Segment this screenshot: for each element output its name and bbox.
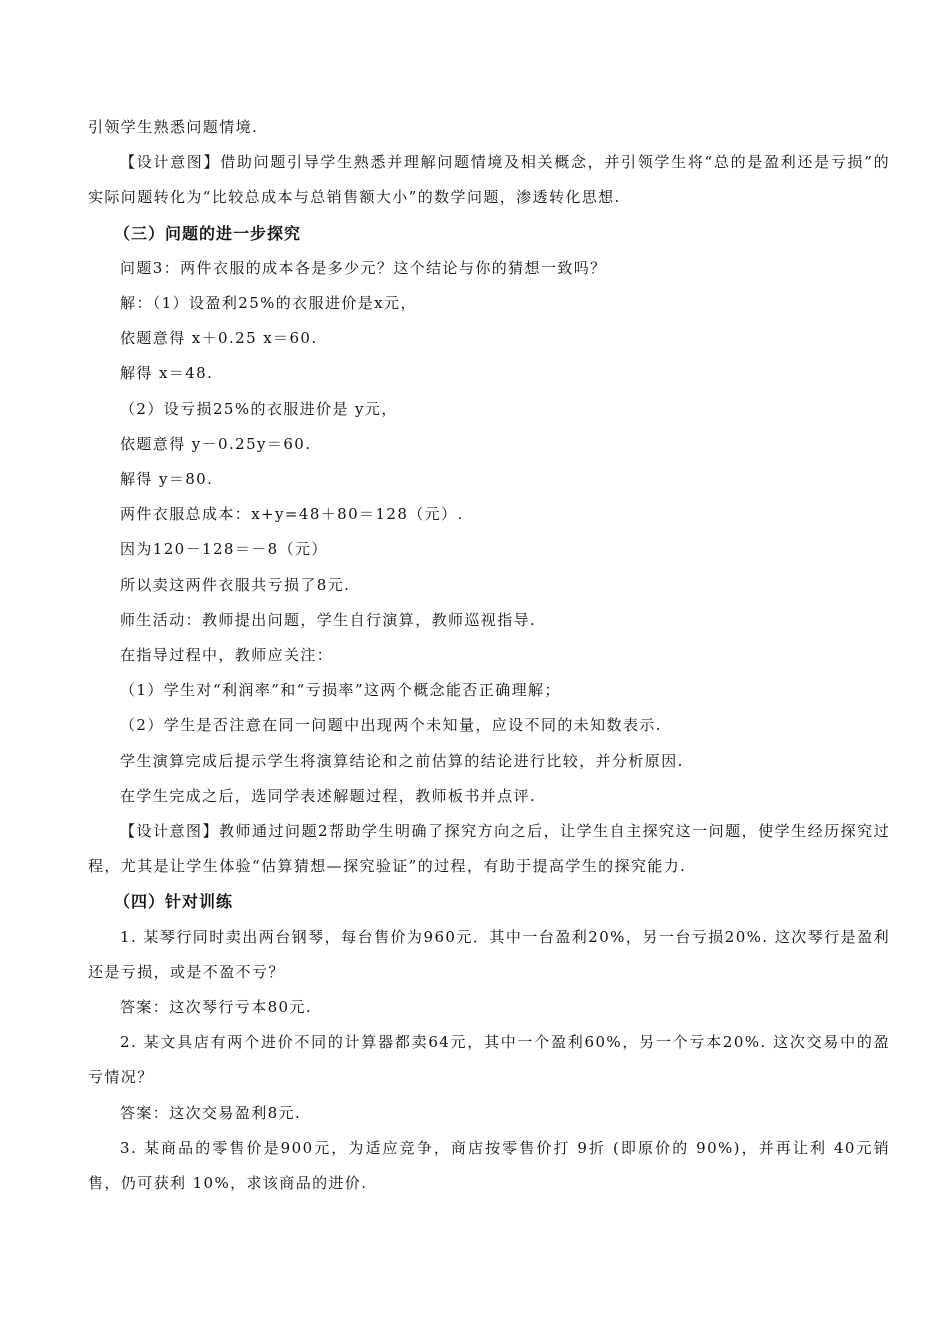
paragraph: 解得 x＝48. (120, 364, 214, 383)
paragraph: 在指导过程中，教师应关注： (120, 646, 334, 665)
paragraph: 依题意得 x＋0.25 x＝60. (120, 329, 318, 348)
section-heading: （四）针对训练 (114, 892, 234, 912)
paragraph: 引领学生熟悉问题情境. (88, 118, 259, 136)
paragraph: 师生活动：教师提出问题，学生自行演算，教师巡视指导. (120, 610, 537, 629)
paragraph: 解得 y＝80. (120, 470, 214, 489)
paragraph: （2）学生是否注意在同一问题中出现两个未知量，应设不同的未知数表示. (120, 716, 662, 735)
paragraph: 答案：这次交易盈利8元. (120, 1103, 302, 1122)
paragraph: 3. 某商品的零售价是900元，为适应竞争，商店按零售价打 9折 (即原价的 90%)，并再让利 40元销售，仍可获利 10%，求该商品的进价. (88, 1138, 890, 1193)
paragraph: 因为120－128＝－8（元） (120, 540, 328, 559)
paragraph: 问题3：两件衣服的成本各是多少元？这个结论与你的猜想一致吗？ (120, 258, 607, 277)
paragraph: 1. 某琴行同时卖出两台钢琴，每台售价为960元．其中一台盈利20%，另一台亏损20%. 这次琴行是盈利还是亏损，或是不盈不亏？ (88, 927, 890, 981)
section-heading: （三）问题的进一步探究 (114, 223, 302, 243)
paragraph: （1）学生对“利润率”和“亏损率”这两个概念能否正确理解； (120, 681, 561, 700)
paragraph: 所以卖这两件衣服共亏损了8元. (120, 575, 351, 594)
paragraph: 在学生完成之后，选同学表述解题过程，教师板书并点评. (120, 786, 537, 805)
paragraph: 两件衣服总成本：x+y=48＋80＝128（元）. (120, 505, 464, 524)
document-page (88, 110, 890, 1201)
paragraph: 依题意得 y－0.25y＝60. (120, 434, 312, 453)
paragraph: 【设计意图】教师通过问题2帮助学生明确了探究方向之后，让学生自主探究这一问题，使学生经历探究过程，尤其是让学生体验“估算猜想—探究验证”的过程，有助于提高学生的探究能力. (88, 822, 890, 876)
paragraph: 解：（1）设盈利25%的衣服进价是x元， (120, 294, 417, 313)
paragraph: 学生演算完成后提示学生将演算结论和之前估算的结论进行比较，并分析原因. (120, 751, 684, 770)
paragraph: （2）设亏损25%的衣服进价是 y元， (120, 399, 398, 418)
paragraph: 2. 某文具店有两个进价不同的计算器都卖64元，其中一个盈利60%，另一个亏本20%. 这次交易中的盈亏情况？ (88, 1033, 890, 1087)
paragraph: 答案：这次琴行亏本80元. (120, 998, 313, 1017)
paragraph: 【设计意图】借助问题引导学生熟悉并理解问题情境及相关概念，并引领学生将“总的是盈利还是亏损”的实际问题转化为“比较总成本与总销售额大小”的数学问题，渗透转化思想. (88, 153, 890, 207)
